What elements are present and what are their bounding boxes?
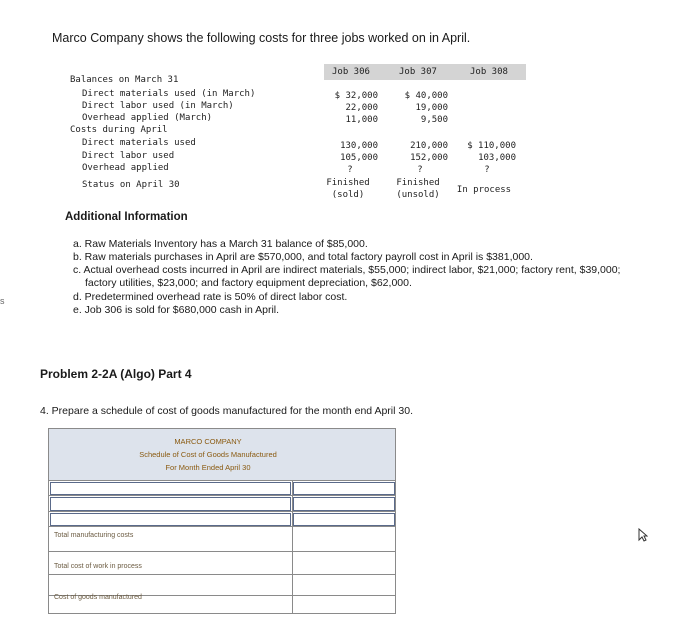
cell-306-status-sub: (sold) [331, 190, 365, 200]
schedule-row [49, 551, 395, 552]
schedule-label-input-2[interactable] [50, 497, 291, 511]
schedule-row [49, 495, 395, 496]
header-job-307: Job 307 [399, 67, 437, 77]
info-item-e: e. Job 306 is sold for $680,000 cash in April. [73, 304, 280, 316]
schedule-row [49, 480, 395, 481]
cell-308: 103,000 [478, 153, 516, 163]
cell-307: 9,500 [420, 115, 448, 125]
cell-306: 105,000 [340, 153, 378, 163]
schedule-amount-input-1[interactable] [293, 482, 395, 495]
schedule-row [49, 526, 395, 527]
header-job-308: Job 308 [470, 67, 508, 77]
cell-306-status: Finished [326, 178, 370, 188]
info-item-d: d. Predetermined overhead rate is 50% of direct labor cost. [73, 291, 348, 303]
cogm-label: Cost of goods manufactured [54, 594, 142, 601]
row-label: Costs during April [70, 125, 168, 135]
cell-307-status: Finished [396, 178, 440, 188]
cell-307: 152,000 [410, 153, 448, 163]
cell-306: $ 32,000 [334, 91, 378, 101]
job-header-bar [324, 64, 526, 80]
schedule-period: For Month Ended April 30 [165, 463, 251, 472]
row-label: Direct labor used (in March) [82, 101, 234, 111]
schedule-company: MARCO COMPANY [174, 437, 242, 446]
cell-306: 130,000 [340, 141, 378, 151]
cell-307: 19,000 [415, 103, 448, 113]
total-cost-wip-label: Total cost of work in process [54, 563, 142, 570]
schedule-amount-input-2[interactable] [293, 497, 395, 511]
cell-307: ? [417, 165, 423, 175]
info-item-a: a. Raw Materials Inventory has a March 31 balance of $85,000. [73, 238, 368, 250]
cell-308: $ 110,000 [467, 141, 516, 151]
cell-308: ? [484, 165, 490, 175]
mouse-pointer-icon [638, 528, 648, 547]
row-label: Status on April 30 [82, 180, 180, 190]
problem-question: 4. Prepare a schedule of cost of goods manufactured for the month end April 30. [40, 405, 413, 417]
row-label: Overhead applied [82, 163, 169, 173]
row-label: Overhead applied (March) [82, 113, 213, 123]
schedule-form [48, 428, 396, 614]
info-item-c: c. Actual overhead costs incurred in April are indirect materials, $55,000; indirect labor, $21,000; factory rent, $39,000; [73, 264, 621, 276]
schedule-header [49, 429, 395, 480]
cell-306: 11,000 [345, 115, 378, 125]
info-item-b: b. Raw materials purchases in April are $570,000, and total factory payroll cost in April is $381,000. [73, 251, 533, 263]
problem-title: Problem 2-2A (Algo) Part 4 [40, 367, 192, 381]
schedule-row [49, 511, 395, 512]
schedule-label-input-1[interactable] [50, 482, 291, 495]
cell-307: $ 40,000 [404, 91, 448, 101]
schedule-title: Schedule of Cost of Goods Manufactured [139, 450, 277, 459]
info-item-c-cont: factory utilities, $23,000; and factory equipment depreciation, $62,000. [85, 277, 412, 289]
row-label: Balances on March 31 [70, 75, 179, 85]
cell-308-status: In process [456, 185, 512, 195]
total-manufacturing-costs-label: Total manufacturing costs [54, 532, 134, 539]
schedule-row [49, 574, 395, 575]
schedule-label-input-3[interactable] [50, 513, 291, 526]
intro-text: Marco Company shows the following costs for three jobs worked on in April. [52, 31, 471, 45]
row-label: Direct materials used (in March) [82, 89, 256, 99]
row-label: Direct labor used [82, 151, 175, 161]
additional-info-title: Additional Information [65, 211, 188, 223]
header-job-306: Job 306 [332, 67, 370, 77]
cell-306: ? [347, 165, 353, 175]
cell-306: 22,000 [345, 103, 378, 113]
cell-307-status-sub: (unsold) [396, 190, 440, 200]
row-label: Direct materials used [82, 138, 196, 148]
cell-307: 210,000 [410, 141, 448, 151]
left-edge-fragment: s [0, 296, 5, 306]
schedule-amount-input-3[interactable] [293, 513, 395, 526]
